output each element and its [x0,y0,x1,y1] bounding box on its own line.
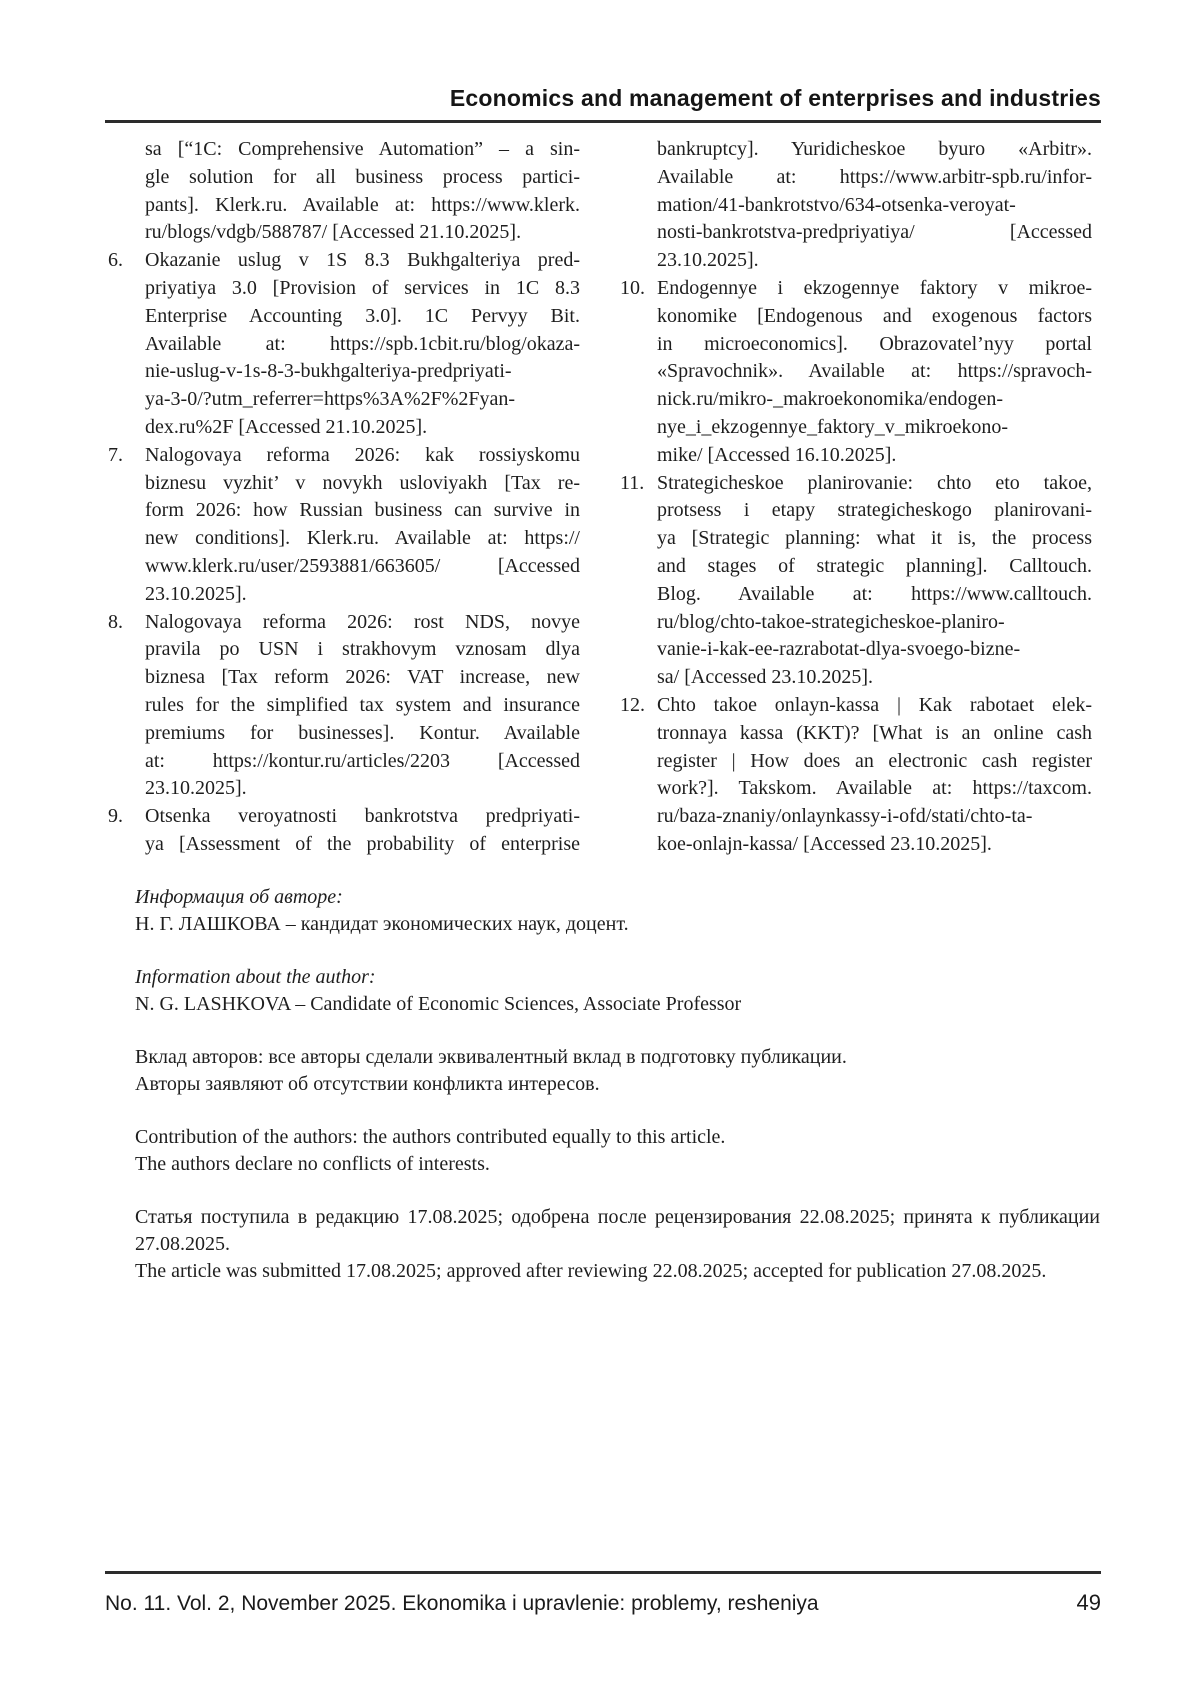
reference-text [145,136,580,247]
reference-line: form 2026: how Russian business can survive in [145,499,580,522]
reference-line: in microeconomics]. Obrazovatel’nyy portal [657,332,1092,355]
reference-item-12 [617,692,1092,859]
reference-number [105,136,145,247]
reference-line: konomike [Endogenous and exogenous factors [657,304,1092,327]
meta-line: Contribution of the authors: the authors contributed equally to this article. [135,1126,726,1148]
reference-line: pants]. Klerk.ru. Available at: https://www.klerk. [145,193,580,216]
reference-line: ya-3-0/?utm_referrer=https%3A%2F%2Fyan- [145,388,516,411]
author-info-en-label [135,964,1100,991]
article-meta-section [135,884,1100,1285]
reference-item-10 [617,275,1092,470]
reference-line: Otsenka veroyatnosti bankrotstva predpriyati- [145,805,580,828]
reference-line: sa/ [Accessed 23.10.2025]. [657,666,874,689]
meta-line: The article was submitted 17.08.2025; approved after reviewing 22.08.2025; accepted for publication 27.08.2025. [135,1260,1047,1282]
conflict-statement-en [135,1151,1100,1178]
footer-rule [105,1571,1101,1574]
reference-line: biznesa [Tax reform 2026: VAT increase, new [145,666,580,689]
reference-number: 7. [108,443,123,466]
reference-line: sa [“1C: Comprehensive Automation” – a sin- [145,138,580,160]
author-info-en-text [135,991,1100,1018]
reference-line: priyatiya 3.0 [Provision of services in 1C 8.3 [145,276,580,299]
reference-line: pravila po USN i strakhovym vznosam dlya [145,638,580,661]
reference-line: ya [Assessment of the probability of enterprise [145,832,580,855]
footer-page-number: 49 [1076,1590,1101,1615]
reference-item-7 [105,442,580,609]
reference-line: Chto takoe onlayn-kassa | Kak rabotaet elek- [657,693,1092,716]
references-column-left [105,136,580,859]
references-list [105,136,1100,859]
reference-line: nie-uslug-v-1s-8-3-bukhgalteriya-predpriyati- [145,360,512,383]
conflict-statement-ru [135,1071,1100,1098]
reference-line: rules for the simplified tax system and insurance [145,693,580,716]
meta-line: Н. Г. ЛАШКОВА – кандидат экономических наук, доцент. [135,913,629,935]
reference-line: Available at: https://www.arbitr-spb.ru/infor- [657,165,1092,188]
reference-number: 6. [108,249,123,272]
reference-text [657,275,1092,470]
reference-text [657,136,1092,275]
reference-line: vanie-i-kak-ee-razrabotat-dlya-svoego-bizne- [657,638,1021,661]
author-info-ru-text [135,911,1100,938]
reference-line: 23.10.2025]. [145,582,247,605]
reference-line: at: https://kontur.ru/articles/2203 [Accessed [145,749,580,772]
meta-line: Вклад авторов: все авторы сделали эквивалентный вклад в подготовку публикации. [135,1046,847,1068]
meta-line: Information about the author: [135,966,376,988]
reference-line: mike/ [Accessed 16.10.2025]. [657,443,897,466]
meta-line: Статья поступила в редакцию 17.08.2025; одобрена после рецензирования 22.08.2025; принята к публикации [135,1206,1100,1228]
meta-line: N. G. LASHKOVA – Candidate of Economic Sciences, Associate Professor [135,993,742,1015]
reference-line: ru/blog/chto-takoe-strategicheskoe-planiro- [657,610,1005,633]
reference-line: Okazanie uslug v 1S 8.3 Bukhgalteriya pred- [145,249,580,272]
reference-line: biznesu vyzhit’ v novykh usloviyakh [Tax re- [145,471,580,494]
meta-line: Авторы заявляют об отсутствии конфликта интересов. [135,1073,600,1095]
reference-line: dex.ru%2F [Accessed 21.10.2025]. [145,415,428,438]
reference-line: nick.ru/mikro-_makroekonomika/endogen- [657,388,1004,411]
reference-item-6 [105,247,580,442]
reference-item-8 [105,609,580,804]
reference-number: 10. [620,276,645,299]
reference-text [145,442,580,609]
contribution-statement-en [135,1124,1100,1151]
reference-text [657,692,1092,859]
reference-number: 8. [108,610,123,633]
references-column-right [617,136,1092,859]
reference-line: Nalogovaya reforma 2026: rost NDS, novye [145,610,580,633]
meta-line: 27.08.2025. [135,1233,230,1255]
contribution-statement-ru [135,1044,1100,1071]
reference-line: ru/blogs/vdgb/588787/ [Accessed 21.10.2025]. [145,221,522,244]
reference-line: work?]. Takskom. Available at: https://taxcom. [657,777,1092,800]
reference-line: Strategicheskoe planirovanie: chto eto takoe, [657,471,1092,494]
meta-line: Информация об авторе: [135,886,343,908]
reference-line: Endogennye i ekzogennye faktory v mikroe- [657,276,1092,299]
reference-line: bankruptcy]. Yuridicheskoe byuro «Arbitr». [657,138,1092,160]
reference-item-9 [105,803,580,859]
page-footer [105,1589,1101,1617]
reference-item-9-continuation [617,136,1092,275]
reference-text [145,247,580,442]
reference-line: premiums for businesses]. Kontur. Available [145,721,580,744]
reference-text [145,609,580,804]
reference-line: mation/41-bankrotstvo/634-otsenka-veroyat- [657,193,1016,216]
reference-line: ya [Strategic planning: what it is, the process [657,527,1092,550]
reference-line: Blog. Available at: https://www.calltouch. [657,582,1092,605]
submission-dates-ru [135,1204,1100,1258]
reference-text [657,470,1092,692]
reference-line: 23.10.2025]. [145,777,247,800]
reference-line: and stages of strategic planning]. Calltouch. [657,554,1092,577]
reference-line: Nalogovaya reforma 2026: kak rossiyskomu [145,443,580,466]
footer-issue-info: No. 11. Vol. 2, November 2025. Ekonomika i upravlenie: problemy, resheniya [105,1592,819,1615]
reference-line: «Spravochnik». Available at: https://spravoch- [657,360,1092,383]
reference-line: Enterprise Accounting 3.0]. 1C Pervyy Bit. [145,304,580,327]
meta-line: The authors declare no conflicts of interests. [135,1153,490,1175]
reference-number: 9. [108,805,123,828]
reference-line: tronnaya kassa (KKT)? [What is an online cash [657,721,1092,744]
reference-line: koe-onlajn-kassa/ [Accessed 23.10.2025]. [657,832,992,855]
reference-number [617,136,657,275]
submission-dates-en [135,1258,1100,1285]
reference-line: register | How does an electronic cash register [657,749,1092,772]
reference-item-5-continuation [105,136,580,247]
reference-line: new conditions]. Klerk.ru. Available at: https:// [145,527,580,550]
author-info-ru-label [135,884,1100,911]
header-rule [105,120,1101,123]
reference-line: Available at: https://spb.1cbit.ru/blog/okaza- [145,332,580,355]
reference-item-11 [617,470,1092,692]
reference-line: nye_i_ekzogennye_faktory_v_mikroekono- [657,415,1009,438]
reference-line: gle solution for all business process partici- [145,165,580,188]
reference-number: 12. [620,693,645,716]
reference-line: ru/baza-znaniy/onlaynkassy-i-ofd/stati/chto-ta- [657,805,1033,828]
reference-line: 23.10.2025]. [657,249,759,272]
reference-line: www.klerk.ru/user/2593881/663605/ [Accessed [145,554,580,577]
reference-line: protsess i etapy strategicheskogo planirovani- [657,499,1092,522]
reference-number: 11. [620,471,645,494]
reference-text [145,803,580,859]
reference-line: nosti-bankrotstva-predpriyatiya/ [Accessed [657,221,1092,244]
running-head-title: Economics and management of enterprises and industries [449,85,1101,111]
